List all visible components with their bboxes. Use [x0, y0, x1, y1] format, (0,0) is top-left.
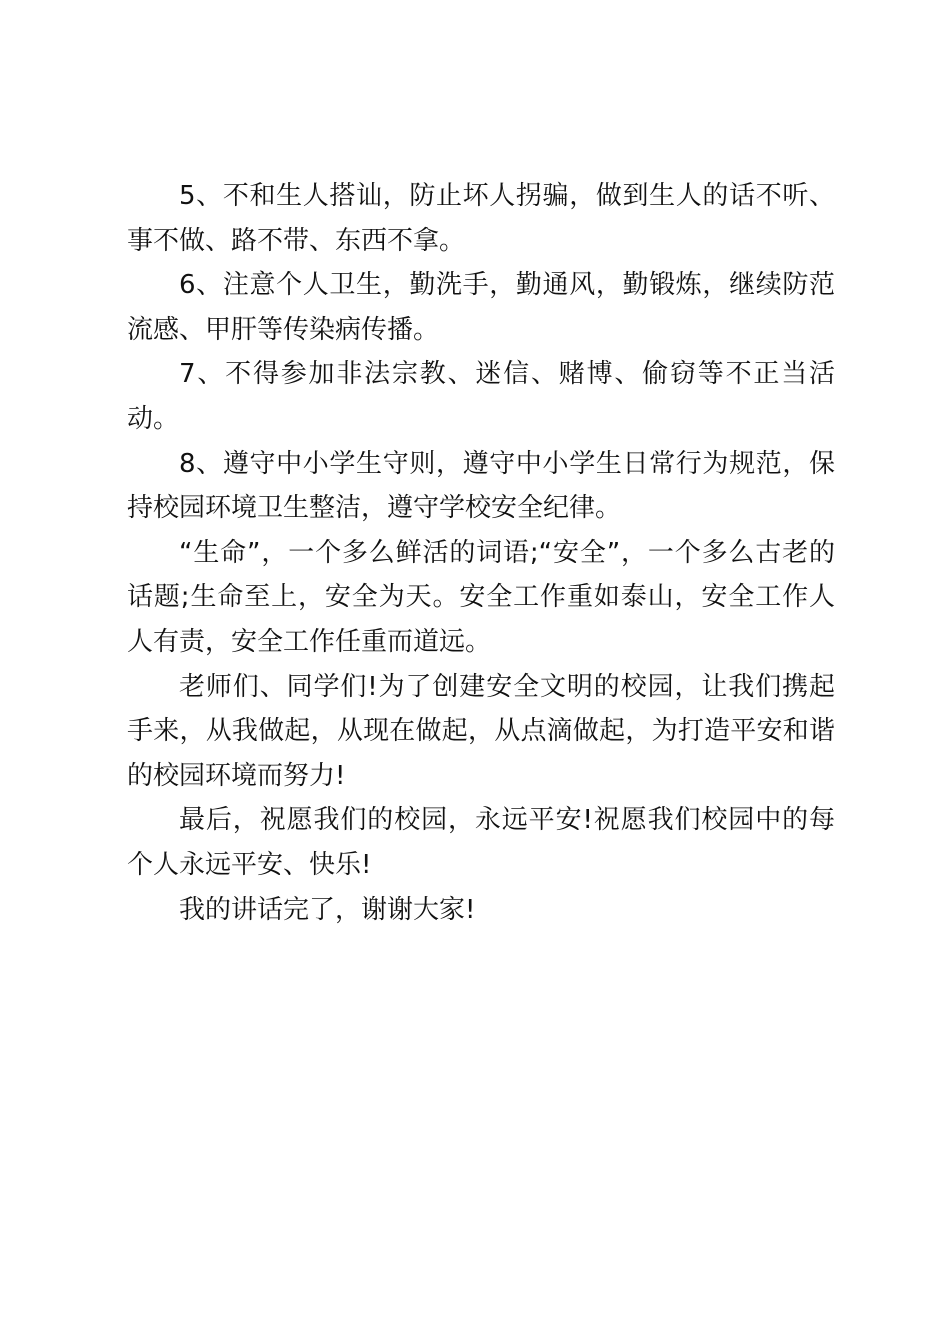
paragraph-call-to-action: 老师们、同学们!为了创建安全文明的校园，让我们携起手来，从我做起，从现在做起，从点滴做起，为打造平安和谐的校园环境而努力!: [127, 671, 835, 791]
paragraph-closing: 我的讲话完了，谢谢大家!: [179, 894, 476, 925]
paragraph-rule-6: 6、注意个人卫生，勤洗手，勤通风，勤锻炼，继续防范流感、甲肝等传染病传播。: [127, 270, 835, 345]
document-page: [127, 174, 835, 932]
paragraph-rule-5: 5、不和生人搭讪，防止坏人拐骗，做到生人的话不听、事不做、路不带、东西不拿。: [127, 181, 835, 256]
paragraph-rule-8: 8、遵守中小学生守则，遵守中小学生日常行为规范，保持校园环境卫生整洁，遵守学校安全纪律。: [127, 448, 835, 524]
paragraph-rule-7: 7、不得参加非法宗教、迷信、赌博、偷窃等不正当活动。: [127, 359, 835, 434]
paragraph-wishes: 最后，祝愿我们的校园，永远平安!祝愿我们校园中的每个人永远平安、快乐!: [127, 805, 835, 880]
paragraph-life-safety: “生命”，一个多么鲜活的词语;“安全”，一个多么古老的话题;生命至上，安全为天。安全工作重如泰山，安全工作人人有责，安全工作任重而道远。: [127, 537, 835, 657]
